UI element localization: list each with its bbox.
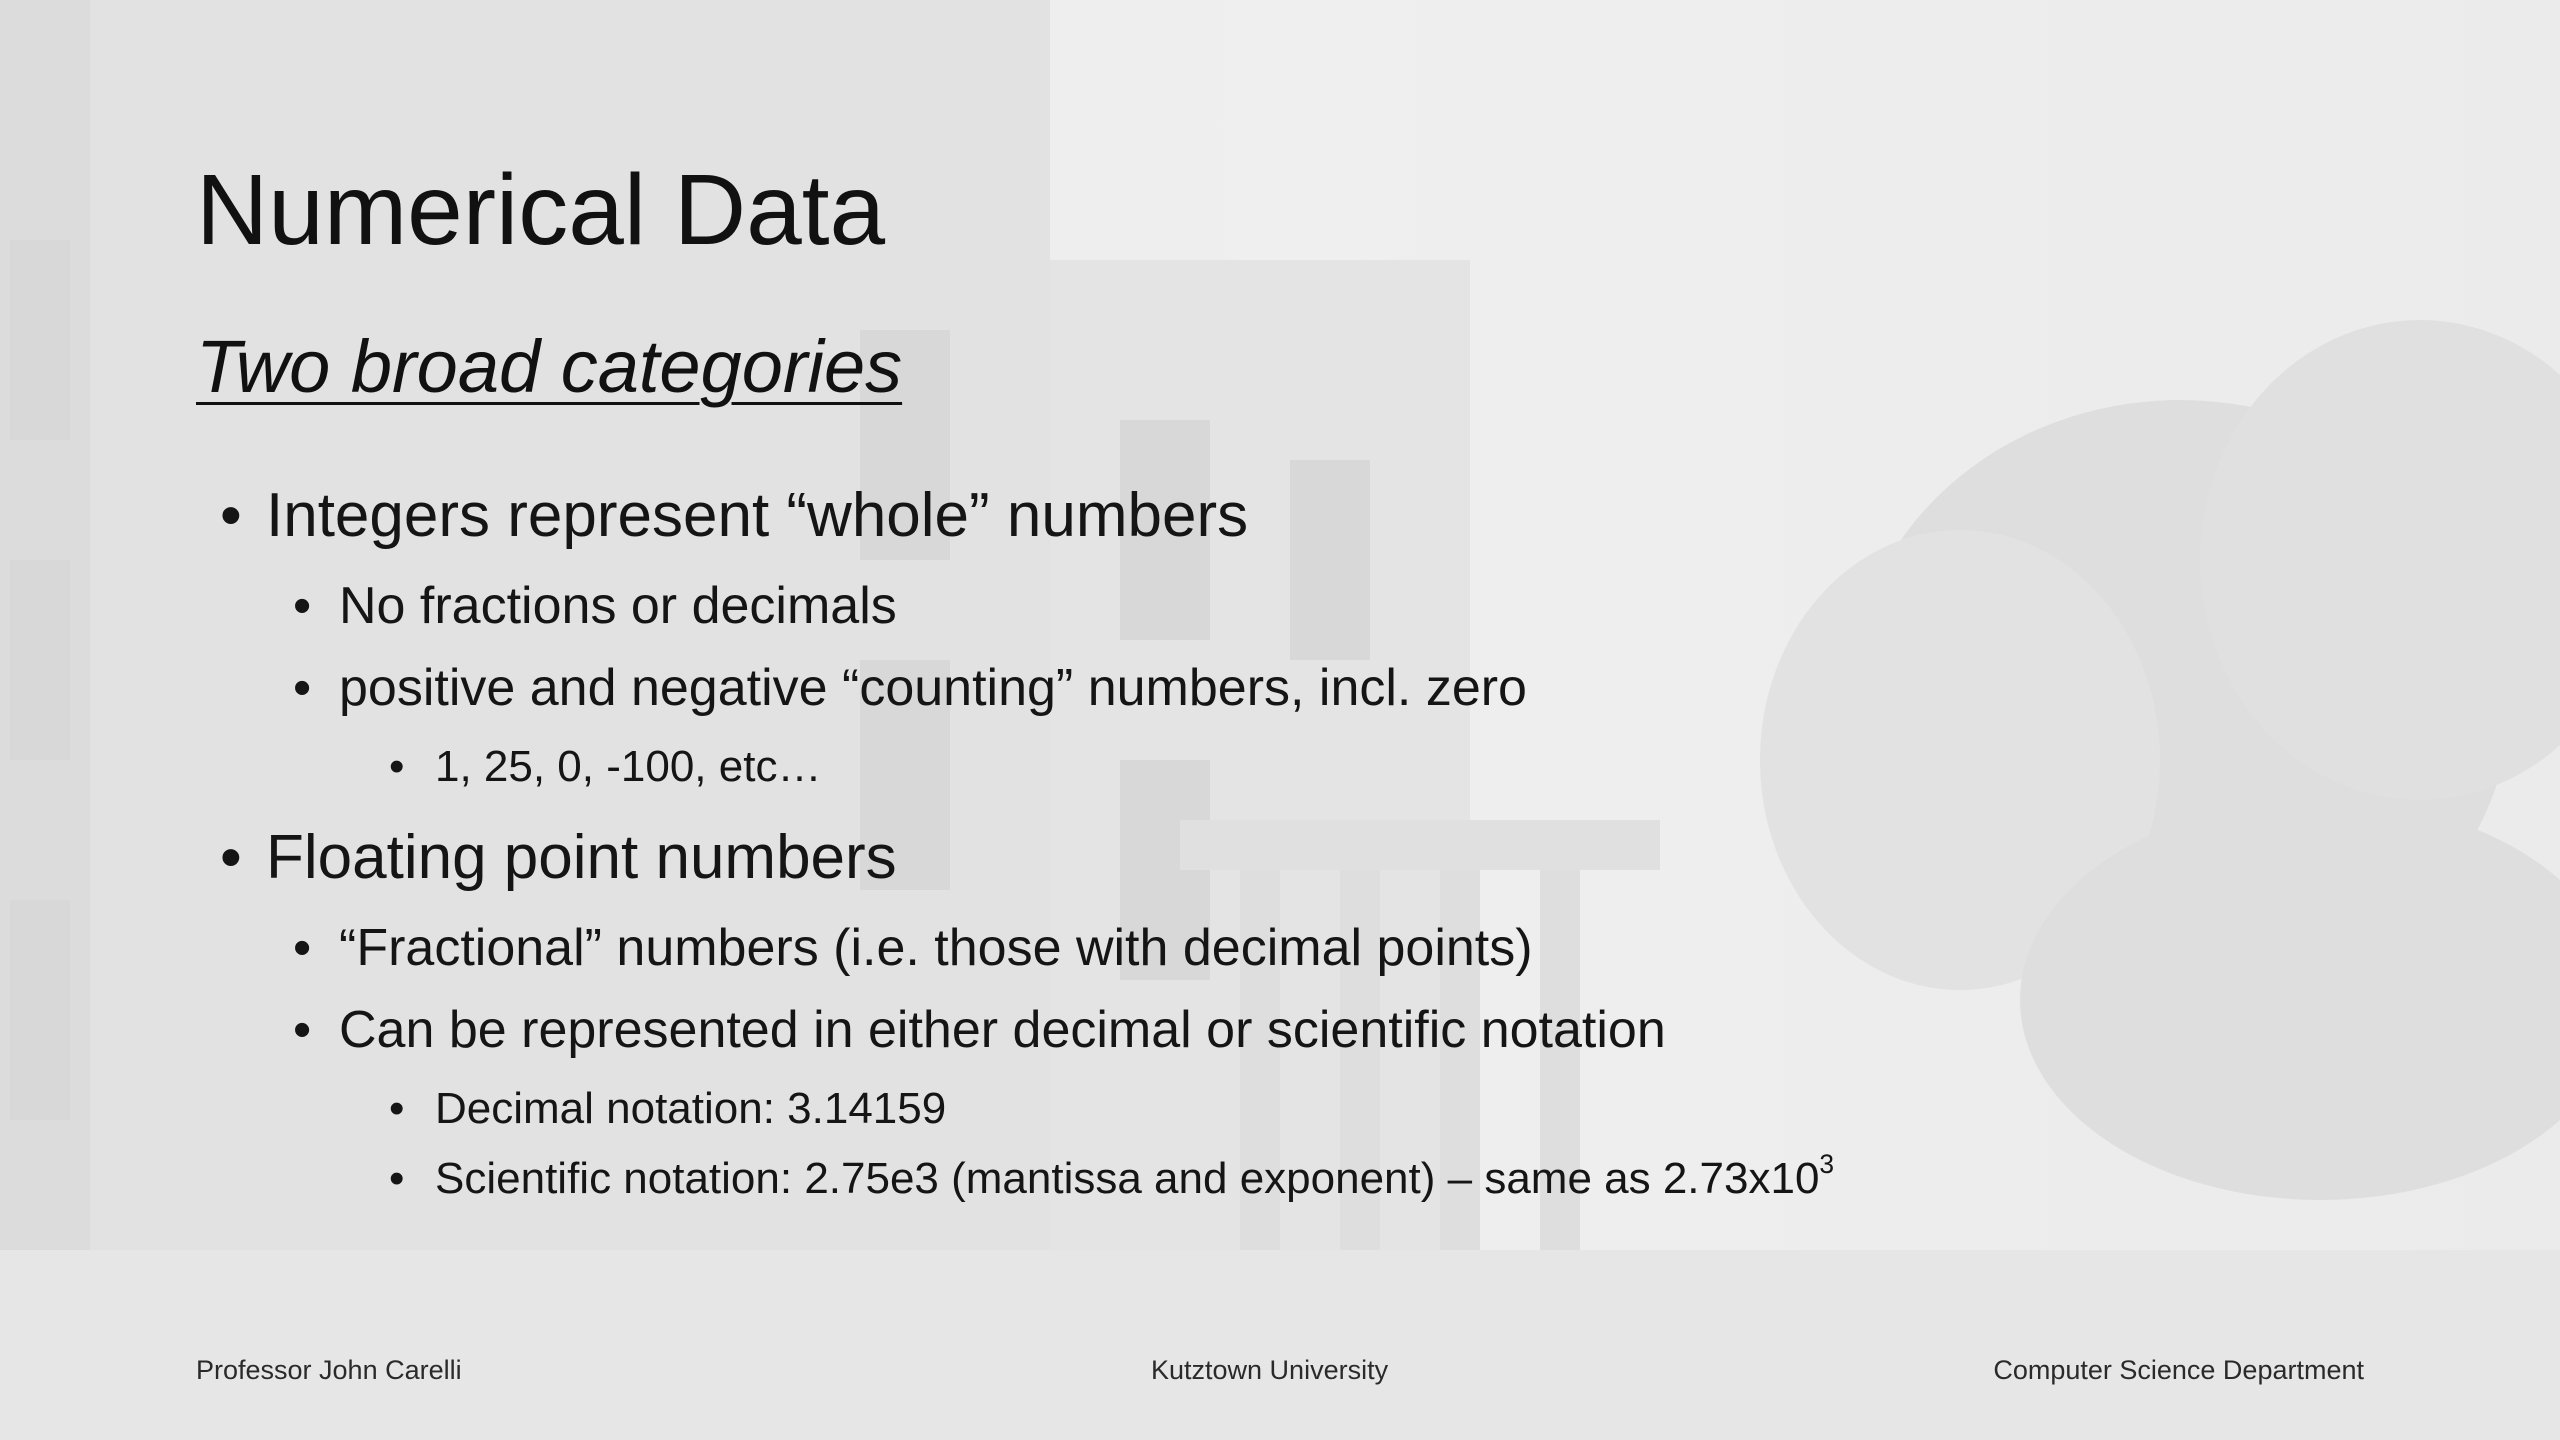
bullet-text: Scientific notation: 2.75e3 (mantissa and exponent) – same as 2.73x10 — [435, 1154, 1820, 1203]
bullet-text: “Fractional” numbers (i.e. those with decimal points) — [339, 919, 1533, 977]
bullet-text: Can be represented in either decimal or scientific notation — [339, 1001, 1666, 1059]
bullet-text: Floating point numbers — [266, 823, 897, 892]
footer-institution: Kutztown University — [1151, 1355, 1389, 1385]
exponent-superscript: 3 — [1819, 1149, 1835, 1180]
bullet-dot: • — [220, 481, 242, 550]
bullet-text: 1, 25, 0, -100, etc… — [435, 742, 822, 791]
slide-subtitle: Two broad categories — [196, 325, 903, 408]
bullet-scientific-notation — [389, 1149, 1835, 1206]
bullet-dot: • — [293, 1001, 312, 1059]
bullet-dot: • — [220, 823, 242, 892]
bullet-integer-examples — [389, 740, 822, 794]
bullet-counting-numbers — [293, 656, 1527, 720]
bullet-text: positive and negative “counting” numbers, incl. zero — [339, 659, 1527, 717]
bullet-dot: • — [389, 1084, 405, 1133]
bullet-dot: • — [389, 1154, 405, 1203]
bullet-integers — [220, 478, 1249, 554]
bullet-notation — [293, 998, 1666, 1062]
bullet-text: Integers represent “whole” numbers — [266, 481, 1249, 550]
bullet-decimal-notation — [389, 1082, 947, 1136]
slide-title: Numerical Data — [196, 154, 886, 266]
bullet-dot: • — [293, 919, 312, 977]
bullet-fractional — [293, 916, 1533, 980]
bullet-text: Decimal notation: 3.14159 — [435, 1084, 947, 1133]
bullet-dot: • — [389, 742, 405, 791]
bullet-text: No fractions or decimals — [339, 577, 897, 635]
footer-department: Computer Science Department — [1993, 1355, 2364, 1385]
bullet-dot: • — [293, 577, 312, 635]
bullet-dot: • — [293, 659, 312, 717]
bullet-no-fractions — [293, 574, 897, 638]
footer-presenter: Professor John Carelli — [196, 1355, 462, 1385]
bullet-floating-point — [220, 820, 897, 896]
